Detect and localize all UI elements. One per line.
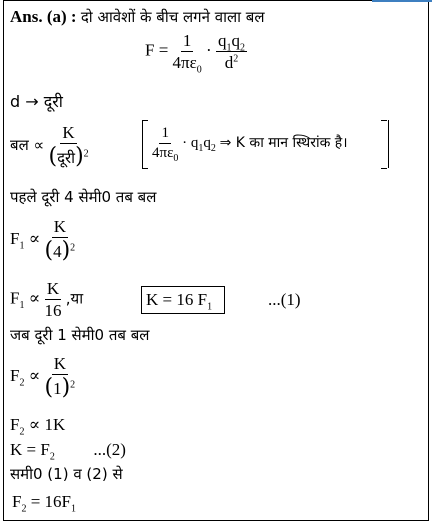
constant-fraction — [152, 125, 179, 164]
k-equals-f2: K = F — [10, 440, 50, 459]
constant-conclusion: ⇒ K का मान स्थिरांक है। — [219, 134, 348, 151]
d-sup: 2 — [233, 53, 239, 65]
d-definition: d → दूरी — [10, 92, 63, 111]
formula-fraction-2 — [216, 32, 247, 71]
f1-fraction-a — [44, 218, 75, 262]
fraction-1-den-text: 4πε — [172, 53, 197, 72]
constant-q1-sub: 1 — [198, 142, 204, 154]
boxed-sub: 1 — [207, 301, 213, 313]
f2-numerator: K — [53, 354, 66, 373]
force-prop-lhs: बल ∝ — [10, 135, 45, 154]
f1-symbol: F — [10, 228, 20, 248]
distance-word: दूरी — [57, 149, 76, 167]
coulomb-formula — [145, 31, 247, 76]
q1-sub: 1 — [226, 42, 232, 54]
f2-denominator: $(1)^2$ — [44, 375, 76, 400]
boxed-text: K = 16 F — [146, 290, 208, 309]
f1-proportion-a — [10, 218, 75, 262]
f1-numerator-a: K — [53, 217, 66, 236]
final-result — [12, 492, 77, 515]
final-rest-sub: 1 — [71, 503, 77, 515]
bracket-right-top — [381, 120, 387, 121]
final-f2: F — [12, 492, 22, 511]
f1-proportion-b — [10, 280, 83, 319]
final-rest: = 16F — [30, 492, 72, 511]
q2: q — [231, 31, 240, 50]
f2-sub-b: 2 — [19, 426, 25, 438]
formula-dot: · — [206, 40, 212, 60]
second-distance-line: जब दूरी 1 सेमी0 तब बल — [10, 326, 150, 344]
force-prop-fraction — [48, 124, 88, 168]
constant-denominator — [152, 144, 179, 164]
combine-line: समी0 (1) व (2) से — [10, 465, 123, 483]
constant-numerator: 1 — [159, 126, 171, 144]
prop-symbol: ∝ — [28, 228, 41, 248]
force-prop-numerator: K — [62, 123, 75, 142]
q1: q — [217, 31, 227, 50]
answer-heading — [10, 8, 265, 25]
first-distance-line: पहले दूरी 4 सेमी0 तब बल — [10, 188, 157, 206]
f1-sub-b: 1 — [19, 299, 25, 311]
f1-den-value: 4 — [53, 242, 62, 261]
prop-symbol-f2: ∝ — [28, 365, 41, 385]
f1-symbol-b: F — [10, 288, 20, 308]
f2-symbol-b: F — [10, 415, 20, 434]
or-word: ,या — [65, 289, 84, 308]
equation-tag-2: ...(2) — [93, 440, 126, 459]
f2-symbol: F — [10, 365, 20, 385]
f1-fraction-b — [44, 280, 61, 319]
f1-denominator-b: 16 — [44, 301, 62, 320]
force-prop-denominator: (दूरी)$^2$ — [48, 144, 89, 169]
constant-q1: · q — [182, 134, 199, 151]
constant-den-sub: 0 — [173, 153, 179, 164]
prop-symbol-b: ∝ — [28, 288, 41, 308]
top-accent-bar — [372, 0, 432, 2]
f2-den-sup: 2 — [70, 379, 76, 391]
fraction-2-numerator — [216, 32, 247, 52]
k-eq-sub: 2 — [49, 451, 55, 463]
constant-expression — [152, 125, 348, 164]
constant-q2: q — [203, 134, 211, 151]
f2-proportion-b — [10, 415, 66, 438]
constant-den-text: 4πε — [152, 145, 174, 161]
q2-sub: 2 — [239, 42, 245, 54]
equation-tag-1: ...(1) — [268, 290, 301, 309]
bracket-left-top — [142, 120, 148, 121]
bracket-left-bottom — [142, 168, 148, 169]
answer-label: Ans. (a) : — [10, 7, 77, 26]
d-symbol: d — [224, 53, 234, 72]
formula-lhs: F = — [145, 40, 169, 60]
constant-q2-sub: 2 — [210, 142, 216, 154]
distance-sup: 2 — [83, 148, 89, 160]
f1-numerator-b: K — [46, 279, 60, 298]
fraction-2-denominator — [225, 52, 239, 71]
f2-den-value: 1 — [53, 379, 62, 398]
answer-intro-text: दो आवेशों के बीच लगने वाला बल — [80, 8, 265, 26]
f1-sub: 1 — [19, 240, 25, 252]
f1-denominator-a: $(4)^2$ — [44, 238, 76, 263]
f2-fraction — [44, 355, 75, 399]
formula-fraction-1 — [172, 31, 202, 76]
f2-rest: ∝ 1K — [28, 415, 66, 434]
boxed-equation-text — [146, 290, 213, 313]
f2-sub: 2 — [19, 377, 25, 389]
bracket-right-bottom — [381, 168, 387, 169]
k-equation — [10, 440, 126, 463]
f1-den-sup: 2 — [70, 242, 76, 254]
final-f2-sub: 2 — [21, 503, 27, 515]
fraction-1-numerator: 1 — [182, 31, 192, 50]
fraction-1-den-sub: 0 — [196, 64, 202, 76]
f2-proportion-a — [10, 355, 75, 399]
fraction-1-denominator — [172, 52, 202, 76]
proportionality-line — [10, 124, 89, 168]
